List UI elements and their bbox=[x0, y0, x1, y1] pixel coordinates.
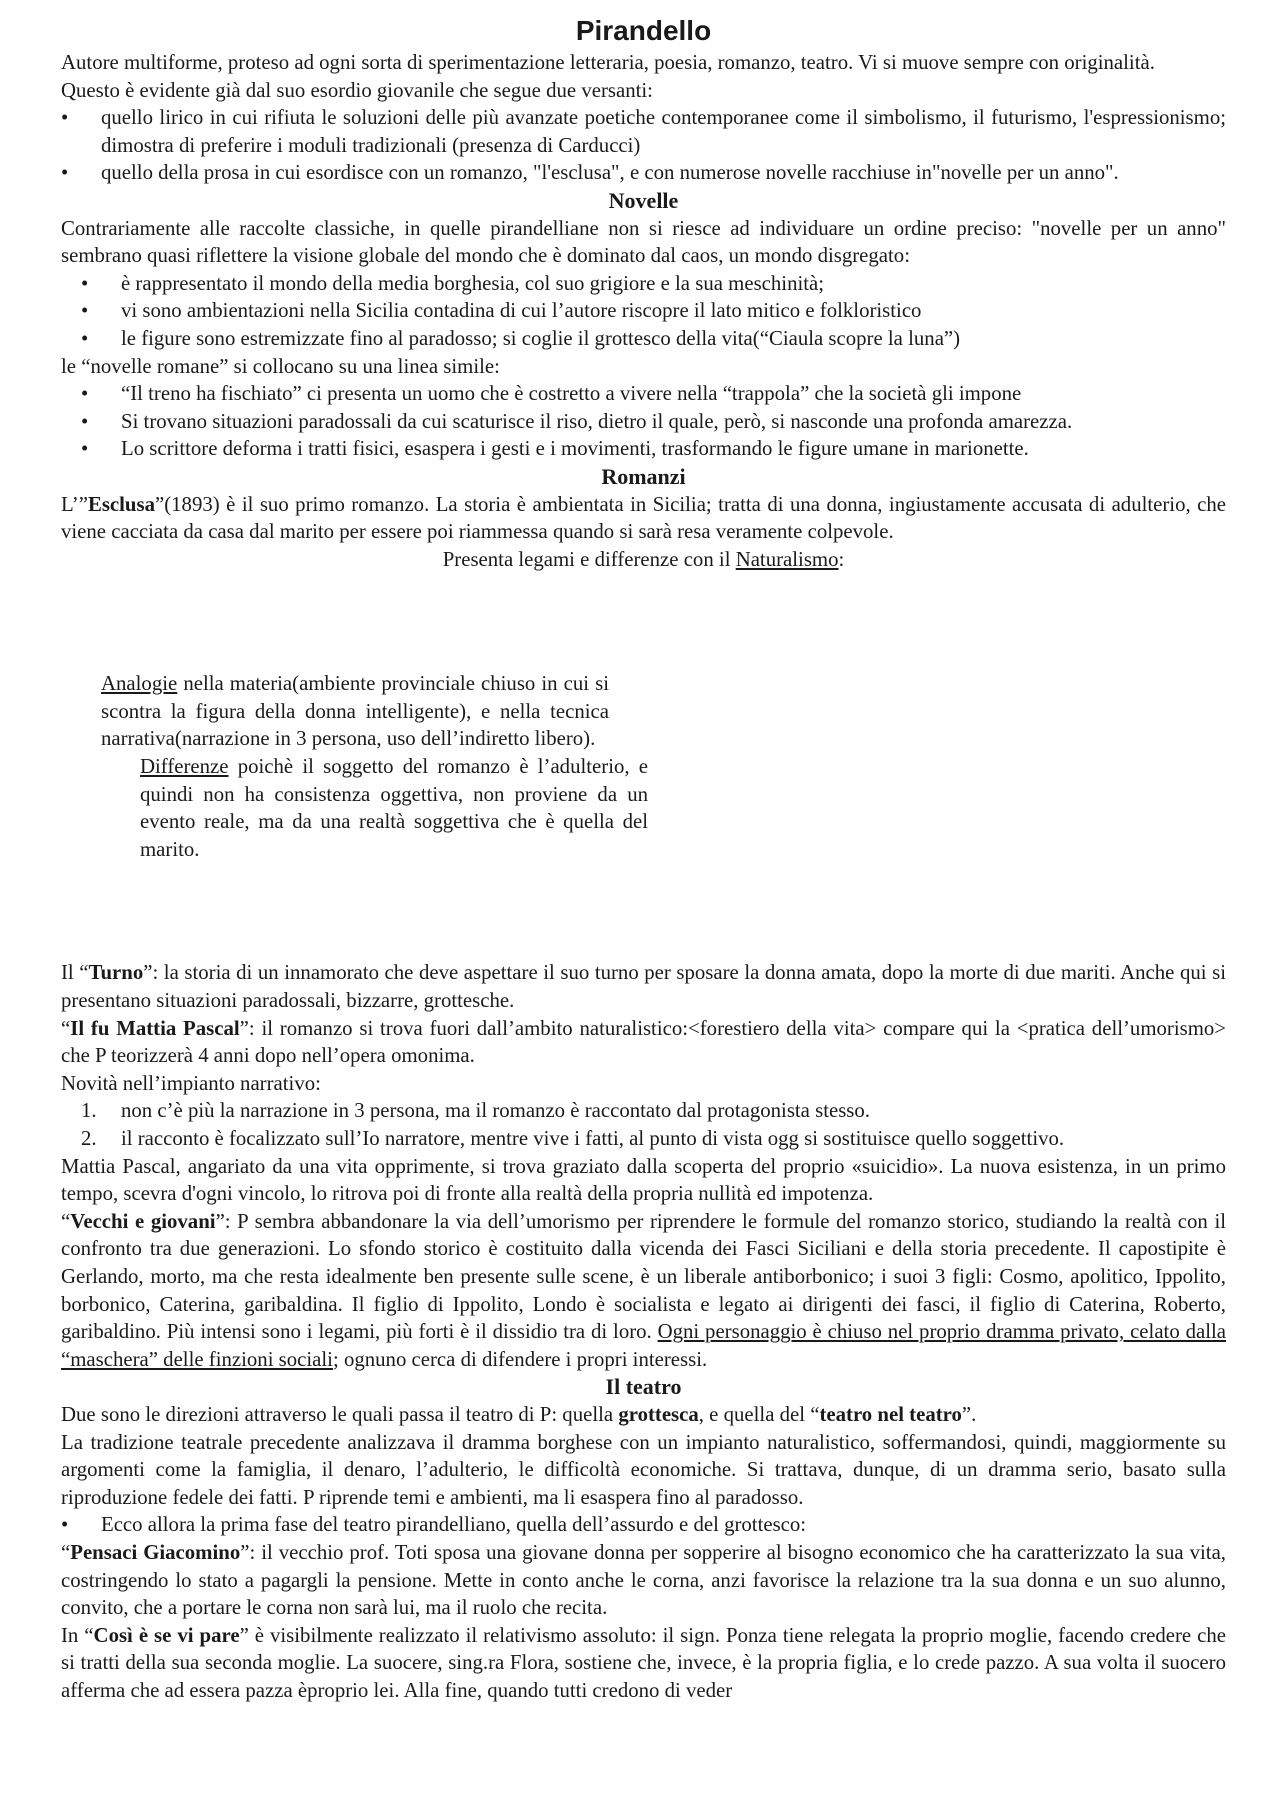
play-title: Pensaci Giacomino bbox=[70, 1540, 241, 1564]
vecchi-paragraph: “Vecchi e giovani”: P sembra abbandonare la via dell’umorismo per riprendere le formule del romanzo storico, studiando la realtà con il confronto tra due generazioni. Lo sfondo storico è costituito dalla vicenda dei Fasci Siciliani e della storia precedente. Il capostipite è Gerlando, morto, ma che resta idealmente ben presente sulle scene, è un liberale antiborbonico; i suoi 3 figli: Cosmo, apolitico, Ippolito, borbonico, Caterina, garibaldina. Il figlio di Ippolito, Londo è socialista e legato ai dirigenti dei fasci, il figlio di Caterina, Roberto, garibaldino. Più intensi sono i legami, più forti è il dissidio tra di loro. Ogni personaggio è chiuso nel proprio dramma privato, celato dalla “maschera” delle finzioni sociali; ognuno cerca di difendere i propri interessi. bbox=[61, 1209, 1226, 1371]
spacer bbox=[61, 863, 1226, 959]
section-heading-novelle: Novelle bbox=[608, 187, 679, 213]
pensaci-paragraph: “Pensaci Giacomino”: il vecchio prof. Toti sposa una giovane donna per sopperire al bisogno economico che ha caratterizzato la sua vita, costringendo lo stato a pagargli la pensione. Mette in conto anche le corna, anzi favorisce la relazione tra la sua donna e un suo alunno, convito, che a portare le corna non sarà lui, ma il ruolo che recita. bbox=[61, 1540, 1227, 1620]
book-title: Vecchi e giovani bbox=[70, 1209, 216, 1233]
list-item: • le figure sono estremizzate fino al paradosso; si coglie il grottesco della vita(“Ciaula scopre la luna”) bbox=[61, 325, 1226, 353]
list-item: • vi sono ambientazioni nella Sicilia contadina di cui l’autore riscopre il lato mitico e folkloristico bbox=[61, 297, 1226, 325]
section-heading-teatro: Il teatro bbox=[605, 1374, 682, 1400]
book-title: Esclusa bbox=[87, 492, 155, 516]
list-item: • Ecco allora la prima fase del teatro pirandelliano, quella dell’assurdo e del grottesco: bbox=[61, 1511, 1226, 1539]
turno-paragraph: Il “Turno”: la storia di un innamorato che deve aspettare il suo turno per sposare la donna amata, dopo la morte di due mariti. Anche qui si presentano situazioni paradossali, bizzarre, grottesche. bbox=[61, 961, 1226, 1013]
direzioni-paragraph: Due sono le direzioni attraverso le quali passa il teatro di P: quella grottesca, e quella del “teatro nel teatro”. bbox=[61, 1402, 977, 1426]
list-item: 2. il racconto è focalizzato sull’Io narratore, mentre vive i fatti, al punto di vista ogg si sostituisce quello soggettivo. bbox=[81, 1127, 1065, 1150]
novelle-paragraph: le “novelle romane” si collocano su una linea simile: bbox=[61, 354, 500, 378]
tradizione-paragraph: La tradizione teatrale precedente analizzava il dramma borghese con un impianto naturalistico, soffermandosi, quindi, maggiormente su argomenti come la famiglia, il denaro, l’adulterio, le difficoltà economiche. Si trattava, dunque, di un dramma serio, basato sulla riproduzione fedele dei fatti. P riprende temi e ambienti, ma li esaspera fino al paradosso. bbox=[61, 1430, 1226, 1509]
list-item: • “Il treno ha fischiato” ci presenta un uomo che è costretto a vivere nella “trappola” che la società gli impone bbox=[61, 380, 1226, 408]
legami-line: Presenta legami e differenze con il Naturalismo: bbox=[442, 547, 845, 571]
play-title: Così è se vi pare bbox=[93, 1623, 240, 1647]
novelle-paragraph: Contrariamente alle raccolte classiche, in quelle pirandelliane non si riesce ad individuare un ordine preciso: "novelle per un anno" sembrano quasi riflettere la visione globale del mondo che è dominato dal caos, un mondo disgregato: bbox=[61, 216, 1226, 268]
list-item: • quello lirico in cui rifiuta le soluzioni delle più avanzate poetiche contemporanee come il simbolismo, il futurismo, l'espressionismo; dimostra di preferire i moduli tradizionali (presenza di Carducci) bbox=[61, 104, 1226, 159]
mattia-paragraph: “Il fu Mattia Pascal”: il romanzo si trova fuori dall’ambito naturalistico:<forestiero della vita> compare qui la <pratica dell’umorismo> che P teorizzerà 4 anni dopo nell’opera omonima. bbox=[61, 1016, 1226, 1068]
intro-bullet-list bbox=[61, 104, 1226, 187]
list-item: • è rappresentato il mondo della media borghesia, col suo grigiore e la sua meschinità; bbox=[61, 270, 1226, 298]
section-heading-romanzi: Romanzi bbox=[601, 463, 686, 489]
novelle-romane-bullet-list bbox=[61, 380, 1226, 463]
differenze-label: Differenze bbox=[140, 755, 229, 779]
analogie-label: Analogie bbox=[101, 672, 178, 696]
differenze-block: Differenze poichè il soggetto del romanzo è l’adulterio, e quindi non ha consistenza oggettiva, non proviene da un evento reale, ma da una realtà soggettiva che è quella del marito. bbox=[140, 755, 648, 861]
intro-paragraph: Autore multiforme, proteso ad ogni sorta di sperimentazione letteraria, poesia, romanzo, teatro. Vi si muove sempre con originalità. bbox=[61, 51, 1155, 74]
analogie-block: Analogie nella materia(ambiente provinciale chiuso in cui si scontra la figura della donna intelligente), e nella tecnica narrativa(narrazione in 3 persona, uso dell’indiretto libero). bbox=[101, 672, 609, 751]
underlined-sentence: Ogni personaggio è chiuso nel proprio dramma privato, celato dalla “maschera” delle finzioni sociali bbox=[61, 1320, 1226, 1371]
teatro-bullet-list bbox=[61, 1511, 1226, 1539]
naturalismo-link[interactable]: Naturalismo bbox=[735, 547, 839, 571]
cosi-paragraph: In “Così è se vi pare” è visibilmente realizzato il relativismo assoluto: il sign. Ponza tiene relegata la proprio moglie, facendo credere che si tratti della sua seconda moglie. La suocere, sing.ra Flora, sostiene che, invece, è la propria figlia, e lo crede pazzo. A sua volta il suocero afferma che ad essera pazza èproprio lei. Alla fine, quando tutti credono di veder bbox=[61, 1623, 1226, 1702]
novita-line: Novità nell’impianto narrativo: bbox=[61, 1071, 321, 1095]
intro-paragraph: Questo è evidente già dal suo esordio giovanile che segue due versanti: bbox=[61, 78, 653, 102]
pascal-paragraph: Mattia Pascal, angariato da una vita opprimente, si trova graziato dalla scoperta del proprio «suicidio». La nuova esistenza, in un primo tempo, scevra d'ogni vincolo, lo ritrova poi di fronte alla realtà della propria nullità ed impotenza. bbox=[61, 1154, 1226, 1206]
list-item: • Si trovano situazioni paradossali da cui scaturisce il riso, dietro il quale, però, si nasconde una profonda amarezza. bbox=[61, 408, 1226, 436]
list-item: • quello della prosa in cui esordisce con un romanzo, "l'esclusa", e con numerose novelle racchiuse in"novelle per un anno". bbox=[61, 159, 1226, 187]
esclusa-paragraph: L’”Esclusa”(1893) è il suo primo romanzo. La storia è ambientata in Sicilia; tratta di una donna, ingiustamente accusata di adulterio, che viene cacciata da casa dal marito per essere poi riammessa quando si sarà resa veramente colpevole. bbox=[61, 492, 1226, 544]
page-title: Pirandello bbox=[575, 15, 712, 46]
book-title: Il fu Mattia Pascal bbox=[70, 1016, 240, 1040]
novita-numbered-list bbox=[61, 1097, 1226, 1152]
novelle-bullet-list bbox=[61, 270, 1226, 353]
list-item: 1. non c’è più la narrazione in 3 persona, ma il romanzo è raccontato dal protagonista stesso. bbox=[81, 1099, 871, 1123]
spacer bbox=[61, 573, 1226, 670]
book-title: Turno bbox=[88, 961, 144, 985]
list-item: • Lo scrittore deforma i tratti fisici, esaspera i gesti e i movimenti, trasformando le figure umane in marionette. bbox=[61, 435, 1226, 463]
